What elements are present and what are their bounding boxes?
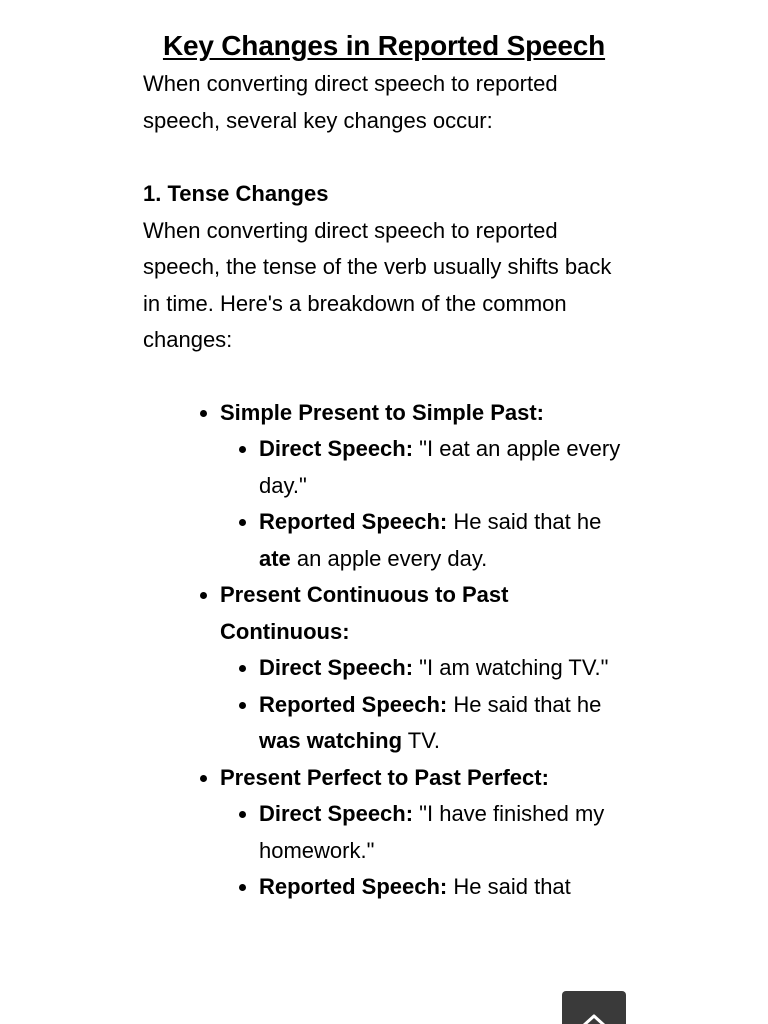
reported-speech-text: He said that (447, 874, 571, 899)
bullet-icon (239, 665, 246, 672)
bullet-icon (200, 775, 207, 782)
reported-speech-label: Reported Speech: (259, 691, 448, 717)
direct-speech-label: Direct Speech: (259, 436, 414, 461)
example-item (259, 796, 629, 869)
bullet-icon (239, 702, 246, 709)
scroll-to-top-button[interactable] (562, 991, 626, 1024)
page-title: Key Changes in Reported Speech (162, 30, 606, 61)
list-item (220, 577, 628, 760)
example-item (259, 687, 629, 760)
direct-speech-text: "I have finished my homework." (259, 801, 605, 863)
list-item-heading: Present Perfect to Past Perfect: (220, 764, 549, 790)
example-item (259, 869, 629, 906)
reported-speech-label: Reported Speech: (259, 874, 448, 899)
direct-speech-text: "I eat an apple every day." (259, 436, 621, 498)
section-heading: 1. Tense Changes (143, 181, 329, 206)
list-item-heading: Simple Present to Simple Past: (220, 399, 544, 425)
intro-paragraph: When converting direct speech to reported speech, several key changes occur: (143, 71, 558, 133)
reported-speech-text-end: TV. (402, 728, 440, 753)
reported-speech-verb: ate (259, 545, 291, 571)
example-list (220, 796, 628, 906)
example-item (259, 431, 629, 504)
direct-speech-text: "I am watching TV." (413, 655, 609, 680)
reported-speech-text: He said that he (447, 509, 602, 534)
bullet-icon (200, 592, 207, 599)
chevron-up-icon (580, 1011, 608, 1024)
bullet-icon (239, 519, 246, 526)
bullet-icon (239, 884, 246, 891)
bullet-icon (200, 410, 207, 417)
bullet-icon (239, 446, 246, 453)
example-list (220, 431, 628, 577)
reported-speech-text-end: an apple every day. (290, 545, 488, 571)
direct-speech-label: Direct Speech: (259, 801, 414, 826)
tense-change-list (143, 395, 628, 906)
bullet-icon (239, 811, 246, 818)
list-item (220, 760, 628, 906)
list-item-heading: Present Continuous to Past Continuous: (220, 582, 509, 644)
example-item (259, 650, 629, 687)
reported-speech-label: Reported Speech: (259, 509, 448, 534)
reported-speech-text: He said that he (447, 691, 602, 717)
reported-speech-verb: was watching (259, 728, 403, 753)
example-list (220, 650, 628, 760)
article-content (143, 26, 628, 906)
direct-speech-label: Direct Speech: (259, 655, 414, 680)
example-item (259, 504, 629, 577)
explanation-paragraph: When converting direct speech to reported speech, the tense of the verb usually shifts back in time. Here's a breakdown of the common changes: (143, 217, 612, 352)
list-item (220, 395, 628, 578)
